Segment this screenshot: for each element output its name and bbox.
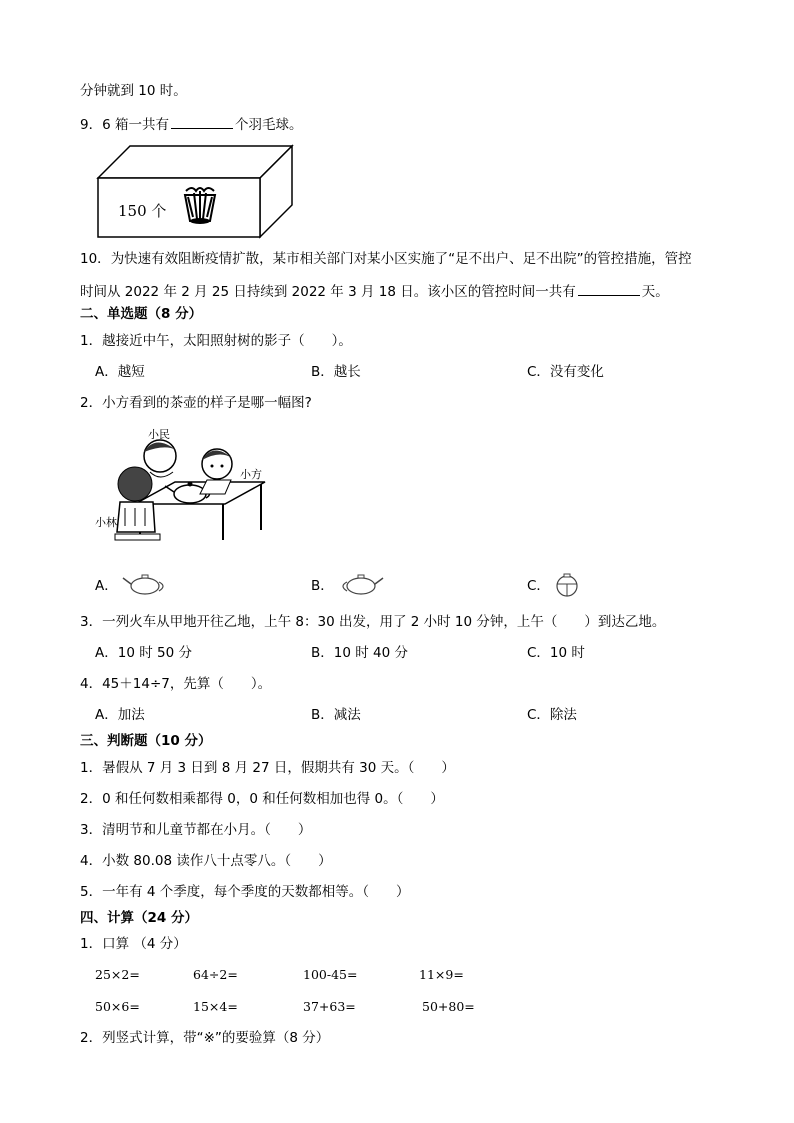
option-b[interactable]: B． (311, 578, 334, 594)
s2-question-1: 1．越接近中午，太阳照射树的影子（ ）。 (80, 333, 352, 349)
child-name-xiaomin: 小民 (148, 428, 170, 441)
option-b[interactable]: B．越长 (311, 364, 361, 380)
option-c[interactable]: C．10 时 (527, 645, 585, 661)
teapot-side-view-icon (121, 572, 169, 596)
answer-blank[interactable] (578, 281, 640, 296)
judgment-item[interactable]: 1．暑假从 7 月 3 日到 8 月 27 日，假期共有 30 天。（ ） (80, 760, 455, 776)
calc-item[interactable]: 15×4= (193, 999, 238, 1014)
s2-question-3: 3．一列火车从甲地开往乙地，上午 8：30 出发，用了 2 小时 10 分钟，上午（ ）到达乙地。 (80, 614, 666, 630)
judgment-item[interactable]: 4．小数 80.08 读作八十点零八。（ ） (80, 853, 332, 869)
section-title: 三、判断题（10 分） (80, 733, 212, 749)
calc-item[interactable]: 50×6= (95, 999, 140, 1014)
question-text-pre: 6 箱一共有 (102, 117, 169, 133)
calc-item[interactable]: 64÷2= (193, 967, 238, 982)
judgment-item[interactable]: 3．清明节和儿童节都在小月。（ ） (80, 822, 312, 838)
s2-question-4: 4．45＋14÷7，先算（ ）。 (80, 676, 272, 692)
children-teapot-illustration (95, 422, 270, 552)
calc-item[interactable]: 37+63= (303, 999, 356, 1014)
option-a[interactable]: A．加法 (95, 707, 145, 723)
judgment-item[interactable]: 5．一年有 4 个季度，每个季度的天数都相等。（ ） (80, 884, 410, 900)
calc-item[interactable]: 50+80= (422, 999, 475, 1014)
answer-blank[interactable] (171, 114, 233, 129)
section-title: 二、单选题（8 分） (80, 306, 203, 322)
calc-item[interactable]: 11×9= (419, 967, 464, 982)
shuttlecock-box-illustration (96, 145, 296, 240)
option-c[interactable]: C．没有变化 (527, 364, 604, 380)
intro-tail: 分钟就到 10 时。 (80, 83, 187, 99)
option-a[interactable]: A．越短 (95, 364, 145, 380)
question-9 (80, 114, 302, 134)
option-a[interactable]: A． (95, 578, 118, 594)
option-c[interactable]: C． (527, 578, 550, 594)
calc-item[interactable]: 25×2= (95, 967, 140, 982)
option-a[interactable]: A．10 时 50 分 (95, 645, 192, 661)
child-name-xiaofang: 小方 (240, 468, 262, 481)
box-label: 150 个 (118, 202, 167, 220)
teapot-front-view-icon (552, 572, 582, 598)
child-name-xiaolin: 小林 (95, 516, 117, 529)
question-10-line2: 时间从 2022 年 2 月 25 日持续到 2022 年 3 月 18 日。该小区的管控时间一共有 天。 (80, 281, 669, 301)
s2-question-2: 2．小方看到的茶壶的样子是哪一幅图? (80, 395, 312, 411)
teapot-side-view-icon (337, 572, 385, 596)
s4-question-2: 2．列竖式计算，带“※”的要验算（8 分） (80, 1030, 330, 1046)
option-b[interactable]: B．10 时 40 分 (311, 645, 408, 661)
option-c[interactable]: C．除法 (527, 707, 577, 723)
question-10-line1: 10．为快速有效阻断疫情扩散，某市相关部门对某小区实施了“足不出户、足不出院”的管控措施，管控 (80, 251, 692, 267)
option-b[interactable]: B．减法 (311, 707, 361, 723)
section-title: 四、计算（24 分） (80, 910, 198, 926)
calc-item[interactable]: 100-45= (303, 967, 358, 982)
question-number: 10． (80, 251, 111, 267)
s4-question-1: 1．口算 （4 分） (80, 936, 187, 952)
question-text-post: 个羽毛球。 (234, 117, 303, 133)
judgment-item[interactable]: 2．0 和任何数相乘都得 0，0 和任何数相加也得 0。（ ） (80, 791, 444, 807)
question-number: 9． (80, 117, 103, 133)
